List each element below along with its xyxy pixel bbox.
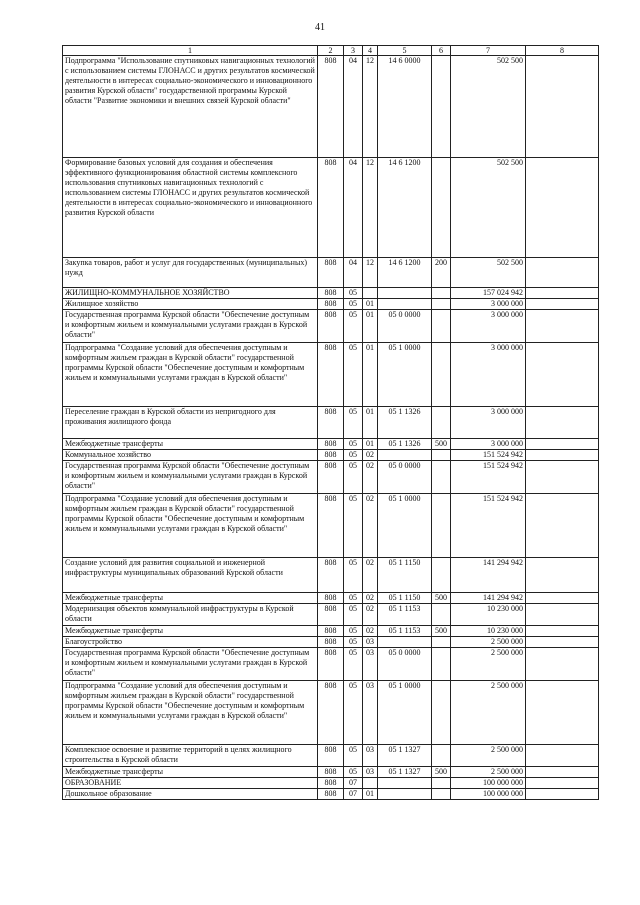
- table-row: [63, 310, 599, 343]
- row-extra-cell: [526, 767, 599, 778]
- row-expense-type-cell: 500: [432, 439, 451, 450]
- header-cell: 7: [451, 46, 526, 56]
- row-name-cell: Подпрограмма "Создание условий для обеспечения доступным и комфортным жильем граждан в Курской области" государственной программы Курской области "Обеспечение доступным и комфортным жильем и коммунальными услугами граждан в Курской области": [63, 494, 318, 558]
- row-name-cell: Переселение граждан в Курской области из непригодного для проживания жилищного фонда: [63, 407, 318, 439]
- row-extra-cell: [526, 310, 599, 343]
- row-section-cell: 05: [344, 450, 363, 461]
- row-name-cell: Создание условий для развития социальной и инженерной инфраструктуры муниципальных образований Курской области: [63, 558, 318, 593]
- row-extra-cell: [526, 626, 599, 637]
- row-section-cell: 05: [344, 461, 363, 494]
- table-row: [63, 56, 599, 158]
- row-expense-type-cell: [432, 648, 451, 681]
- row-extra-cell: [526, 637, 599, 648]
- row-extra-cell: [526, 288, 599, 299]
- row-admin-code-cell: 808: [318, 778, 344, 789]
- row-amount-cell: 151 524 942: [451, 450, 526, 461]
- row-section-cell: 05: [344, 604, 363, 626]
- row-extra-cell: [526, 461, 599, 494]
- row-name-cell: Дошкольное образование: [63, 789, 318, 800]
- row-section-cell: 05: [344, 288, 363, 299]
- row-subsection-cell: 03: [363, 648, 378, 681]
- row-admin-code-cell: 808: [318, 450, 344, 461]
- row-target-article-cell: 05 1 1153: [378, 604, 432, 626]
- row-section-cell: 05: [344, 439, 363, 450]
- row-section-cell: 05: [344, 299, 363, 310]
- row-name-cell: Подпрограмма "Создание условий для обеспечения доступным и комфортным жильем граждан в Курской области" государственной программы Курской области "Обеспечение доступным и комфортным жильем и коммунальными услугами граждан в Курской области": [63, 343, 318, 407]
- row-extra-cell: [526, 56, 599, 158]
- row-extra-cell: [526, 439, 599, 450]
- row-section-cell: 05: [344, 407, 363, 439]
- row-target-article-cell: [378, 789, 432, 800]
- row-admin-code-cell: 808: [318, 745, 344, 767]
- row-admin-code-cell: 808: [318, 637, 344, 648]
- row-target-article-cell: 05 1 1153: [378, 626, 432, 637]
- row-extra-cell: [526, 343, 599, 407]
- row-name-cell: Государственная программа Курской области "Обеспечение доступным и комфортным жильем и коммунальными услугами граждан в Курской области": [63, 461, 318, 494]
- row-name-cell: Закупка товаров, работ и услуг для государственных (муниципальных) нужд: [63, 258, 318, 288]
- row-amount-cell: 3 000 000: [451, 299, 526, 310]
- table-row: [63, 745, 599, 767]
- row-name-cell: ОБРАЗОВАНИЕ: [63, 778, 318, 789]
- row-admin-code-cell: 808: [318, 648, 344, 681]
- row-section-cell: 05: [344, 593, 363, 604]
- row-name-cell: Подпрограмма "Создание условий для обеспечения доступным и комфортным жильем граждан в Курской области" государственной программы Курской области "Обеспечение доступным и комфортным жильем и коммунальными услугами граждан в Курской области": [63, 681, 318, 745]
- row-amount-cell: 3 000 000: [451, 439, 526, 450]
- row-amount-cell: 502 500: [451, 158, 526, 258]
- header-cell: 3: [344, 46, 363, 56]
- row-admin-code-cell: 808: [318, 56, 344, 158]
- row-target-article-cell: 05 1 1326: [378, 407, 432, 439]
- row-subsection-cell: 01: [363, 789, 378, 800]
- row-amount-cell: 3 000 000: [451, 407, 526, 439]
- row-subsection-cell: 01: [363, 407, 378, 439]
- row-amount-cell: 100 000 000: [451, 778, 526, 789]
- row-name-cell: Государственная программа Курской области "Обеспечение доступным и комфортным жильем и коммунальными услугами граждан в Курской области": [63, 648, 318, 681]
- row-subsection-cell: 01: [363, 299, 378, 310]
- row-target-article-cell: [378, 288, 432, 299]
- row-expense-type-cell: [432, 778, 451, 789]
- row-section-cell: 05: [344, 494, 363, 558]
- row-target-article-cell: [378, 778, 432, 789]
- row-subsection-cell: 02: [363, 626, 378, 637]
- row-target-article-cell: 05 0 0000: [378, 461, 432, 494]
- row-section-cell: 05: [344, 681, 363, 745]
- table-row: [63, 604, 599, 626]
- table-row: [63, 648, 599, 681]
- row-expense-type-cell: [432, 299, 451, 310]
- row-subsection-cell: 03: [363, 767, 378, 778]
- row-amount-cell: 2 500 000: [451, 767, 526, 778]
- header-cell: 5: [378, 46, 432, 56]
- row-admin-code-cell: 808: [318, 299, 344, 310]
- row-target-article-cell: 05 1 0000: [378, 681, 432, 745]
- table-row: [63, 407, 599, 439]
- row-name-cell: Модернизация объектов коммунальной инфраструктуры в Курской области: [63, 604, 318, 626]
- row-amount-cell: 151 524 942: [451, 494, 526, 558]
- row-admin-code-cell: 808: [318, 789, 344, 800]
- row-admin-code-cell: 808: [318, 258, 344, 288]
- row-amount-cell: 502 500: [451, 56, 526, 158]
- row-subsection-cell: 01: [363, 439, 378, 450]
- row-admin-code-cell: 808: [318, 310, 344, 343]
- row-extra-cell: [526, 681, 599, 745]
- row-admin-code-cell: 808: [318, 439, 344, 450]
- row-amount-cell: 502 500: [451, 258, 526, 288]
- row-expense-type-cell: [432, 56, 451, 158]
- table-row: [63, 288, 599, 299]
- row-target-article-cell: 05 1 1327: [378, 767, 432, 778]
- row-expense-type-cell: [432, 745, 451, 767]
- row-admin-code-cell: 808: [318, 343, 344, 407]
- row-name-cell: Межбюджетные трансферты: [63, 626, 318, 637]
- row-target-article-cell: 05 1 1150: [378, 593, 432, 604]
- row-name-cell: Государственная программа Курской области "Обеспечение доступным и комфортным жильем и коммунальными услугами граждан в Курской области": [63, 310, 318, 343]
- row-subsection-cell: [363, 778, 378, 789]
- row-admin-code-cell: 808: [318, 626, 344, 637]
- row-subsection-cell: [363, 288, 378, 299]
- page-number: 41: [315, 22, 325, 33]
- row-subsection-cell: 01: [363, 310, 378, 343]
- row-admin-code-cell: 808: [318, 681, 344, 745]
- table-row: [63, 789, 599, 800]
- row-section-cell: 04: [344, 158, 363, 258]
- table-row: [63, 299, 599, 310]
- row-target-article-cell: 05 1 0000: [378, 494, 432, 558]
- row-subsection-cell: 12: [363, 158, 378, 258]
- row-admin-code-cell: 808: [318, 461, 344, 494]
- table-header-row: [63, 46, 599, 56]
- row-amount-cell: 141 294 942: [451, 593, 526, 604]
- row-extra-cell: [526, 604, 599, 626]
- row-extra-cell: [526, 450, 599, 461]
- table-row: [63, 593, 599, 604]
- row-expense-type-cell: [432, 637, 451, 648]
- row-section-cell: 05: [344, 745, 363, 767]
- row-target-article-cell: 05 1 1150: [378, 558, 432, 593]
- row-expense-type-cell: [432, 450, 451, 461]
- row-extra-cell: [526, 407, 599, 439]
- row-expense-type-cell: [432, 681, 451, 745]
- row-subsection-cell: 01: [363, 343, 378, 407]
- table-row: [63, 158, 599, 258]
- row-target-article-cell: 05 1 0000: [378, 343, 432, 407]
- row-subsection-cell: 12: [363, 258, 378, 288]
- row-extra-cell: [526, 258, 599, 288]
- row-amount-cell: 141 294 942: [451, 558, 526, 593]
- header-cell: 8: [526, 46, 599, 56]
- row-target-article-cell: [378, 637, 432, 648]
- row-section-cell: 07: [344, 778, 363, 789]
- row-expense-type-cell: [432, 558, 451, 593]
- row-subsection-cell: 02: [363, 494, 378, 558]
- row-amount-cell: 2 500 000: [451, 681, 526, 745]
- row-section-cell: 05: [344, 637, 363, 648]
- table-row: [63, 343, 599, 407]
- row-subsection-cell: 02: [363, 604, 378, 626]
- row-subsection-cell: 02: [363, 450, 378, 461]
- table-row: [63, 681, 599, 745]
- row-section-cell: 05: [344, 310, 363, 343]
- row-target-article-cell: 05 0 0000: [378, 648, 432, 681]
- row-subsection-cell: 12: [363, 56, 378, 158]
- row-amount-cell: 151 524 942: [451, 461, 526, 494]
- row-amount-cell: 2 500 000: [451, 648, 526, 681]
- row-amount-cell: 100 000 000: [451, 789, 526, 800]
- row-subsection-cell: 02: [363, 593, 378, 604]
- row-section-cell: 05: [344, 626, 363, 637]
- row-expense-type-cell: 500: [432, 593, 451, 604]
- row-subsection-cell: 03: [363, 745, 378, 767]
- row-amount-cell: 2 500 000: [451, 637, 526, 648]
- row-expense-type-cell: [432, 310, 451, 343]
- row-target-article-cell: 14 6 1200: [378, 258, 432, 288]
- row-expense-type-cell: [432, 343, 451, 407]
- row-name-cell: Жилищное хозяйство: [63, 299, 318, 310]
- row-admin-code-cell: 808: [318, 407, 344, 439]
- row-target-article-cell: 05 0 0000: [378, 310, 432, 343]
- row-extra-cell: [526, 494, 599, 558]
- row-expense-type-cell: [432, 288, 451, 299]
- row-expense-type-cell: [432, 604, 451, 626]
- row-section-cell: 05: [344, 648, 363, 681]
- row-section-cell: 05: [344, 343, 363, 407]
- row-section-cell: 04: [344, 258, 363, 288]
- row-name-cell: Формирование базовых условий для создания и обеспечения эффективного функционирования областной системы комплексного использования спутниковых навигационных технологий с использованием системы ГЛОНАСС и других результатов космической деятельности в интересах социально-экономического и инновационного развития Курской области: [63, 158, 318, 258]
- table-row: [63, 439, 599, 450]
- row-admin-code-cell: 808: [318, 593, 344, 604]
- header-cell: 1: [63, 46, 318, 56]
- table-row: [63, 626, 599, 637]
- row-subsection-cell: 03: [363, 637, 378, 648]
- row-name-cell: Межбюджетные трансферты: [63, 767, 318, 778]
- row-amount-cell: 3 000 000: [451, 343, 526, 407]
- table-row: [63, 450, 599, 461]
- row-expense-type-cell: [432, 789, 451, 800]
- row-extra-cell: [526, 789, 599, 800]
- header-cell: 6: [432, 46, 451, 56]
- row-section-cell: 07: [344, 789, 363, 800]
- table-row: [63, 258, 599, 288]
- header-cell: 4: [363, 46, 378, 56]
- row-subsection-cell: 02: [363, 558, 378, 593]
- table-row: [63, 558, 599, 593]
- row-name-cell: Межбюджетные трансферты: [63, 593, 318, 604]
- row-extra-cell: [526, 593, 599, 604]
- row-section-cell: 05: [344, 767, 363, 778]
- row-expense-type-cell: 500: [432, 767, 451, 778]
- row-amount-cell: 10 230 000: [451, 604, 526, 626]
- row-section-cell: 05: [344, 558, 363, 593]
- row-extra-cell: [526, 648, 599, 681]
- row-name-cell: Коммунальное хозяйство: [63, 450, 318, 461]
- budget-table: [62, 45, 599, 800]
- row-amount-cell: 2 500 000: [451, 745, 526, 767]
- row-name-cell: Комплексное освоение и развитие территорий в целях жилищного строительства в Курской области: [63, 745, 318, 767]
- table-row: [63, 778, 599, 789]
- row-amount-cell: 10 230 000: [451, 626, 526, 637]
- row-admin-code-cell: 808: [318, 288, 344, 299]
- row-extra-cell: [526, 558, 599, 593]
- row-target-article-cell: [378, 450, 432, 461]
- row-name-cell: Межбюджетные трансферты: [63, 439, 318, 450]
- row-amount-cell: 3 000 000: [451, 310, 526, 343]
- row-name-cell: ЖИЛИЩНО-КОММУНАЛЬНОЕ ХОЗЯЙСТВО: [63, 288, 318, 299]
- row-section-cell: 04: [344, 56, 363, 158]
- row-target-article-cell: 05 1 1327: [378, 745, 432, 767]
- row-admin-code-cell: 808: [318, 558, 344, 593]
- table-row: [63, 494, 599, 558]
- table-row: [63, 461, 599, 494]
- table-row: [63, 637, 599, 648]
- table-row: [63, 767, 599, 778]
- row-extra-cell: [526, 299, 599, 310]
- row-name-cell: Подпрограмма "Использование спутниковых навигационных технологий с использованием системы ГЛОНАСС и других результатов космической деятельности в интересах социально-экономического и инновационного развития Курской области" государственной программы Курской области "Развитие экономики и внешних связей Курской области": [63, 56, 318, 158]
- row-extra-cell: [526, 778, 599, 789]
- row-expense-type-cell: [432, 494, 451, 558]
- row-target-article-cell: 05 1 1326: [378, 439, 432, 450]
- row-name-cell: Благоустройство: [63, 637, 318, 648]
- row-extra-cell: [526, 745, 599, 767]
- row-subsection-cell: 03: [363, 681, 378, 745]
- table-body: [63, 56, 599, 800]
- row-expense-type-cell: 200: [432, 258, 451, 288]
- row-admin-code-cell: 808: [318, 494, 344, 558]
- row-target-article-cell: 14 6 0000: [378, 56, 432, 158]
- row-amount-cell: 157 024 942: [451, 288, 526, 299]
- row-target-article-cell: [378, 299, 432, 310]
- row-admin-code-cell: 808: [318, 604, 344, 626]
- row-expense-type-cell: 500: [432, 626, 451, 637]
- row-expense-type-cell: [432, 461, 451, 494]
- header-cell: 2: [318, 46, 344, 56]
- row-expense-type-cell: [432, 158, 451, 258]
- row-admin-code-cell: 808: [318, 767, 344, 778]
- row-subsection-cell: 02: [363, 461, 378, 494]
- row-extra-cell: [526, 158, 599, 258]
- row-expense-type-cell: [432, 407, 451, 439]
- row-target-article-cell: 14 6 1200: [378, 158, 432, 258]
- row-admin-code-cell: 808: [318, 158, 344, 258]
